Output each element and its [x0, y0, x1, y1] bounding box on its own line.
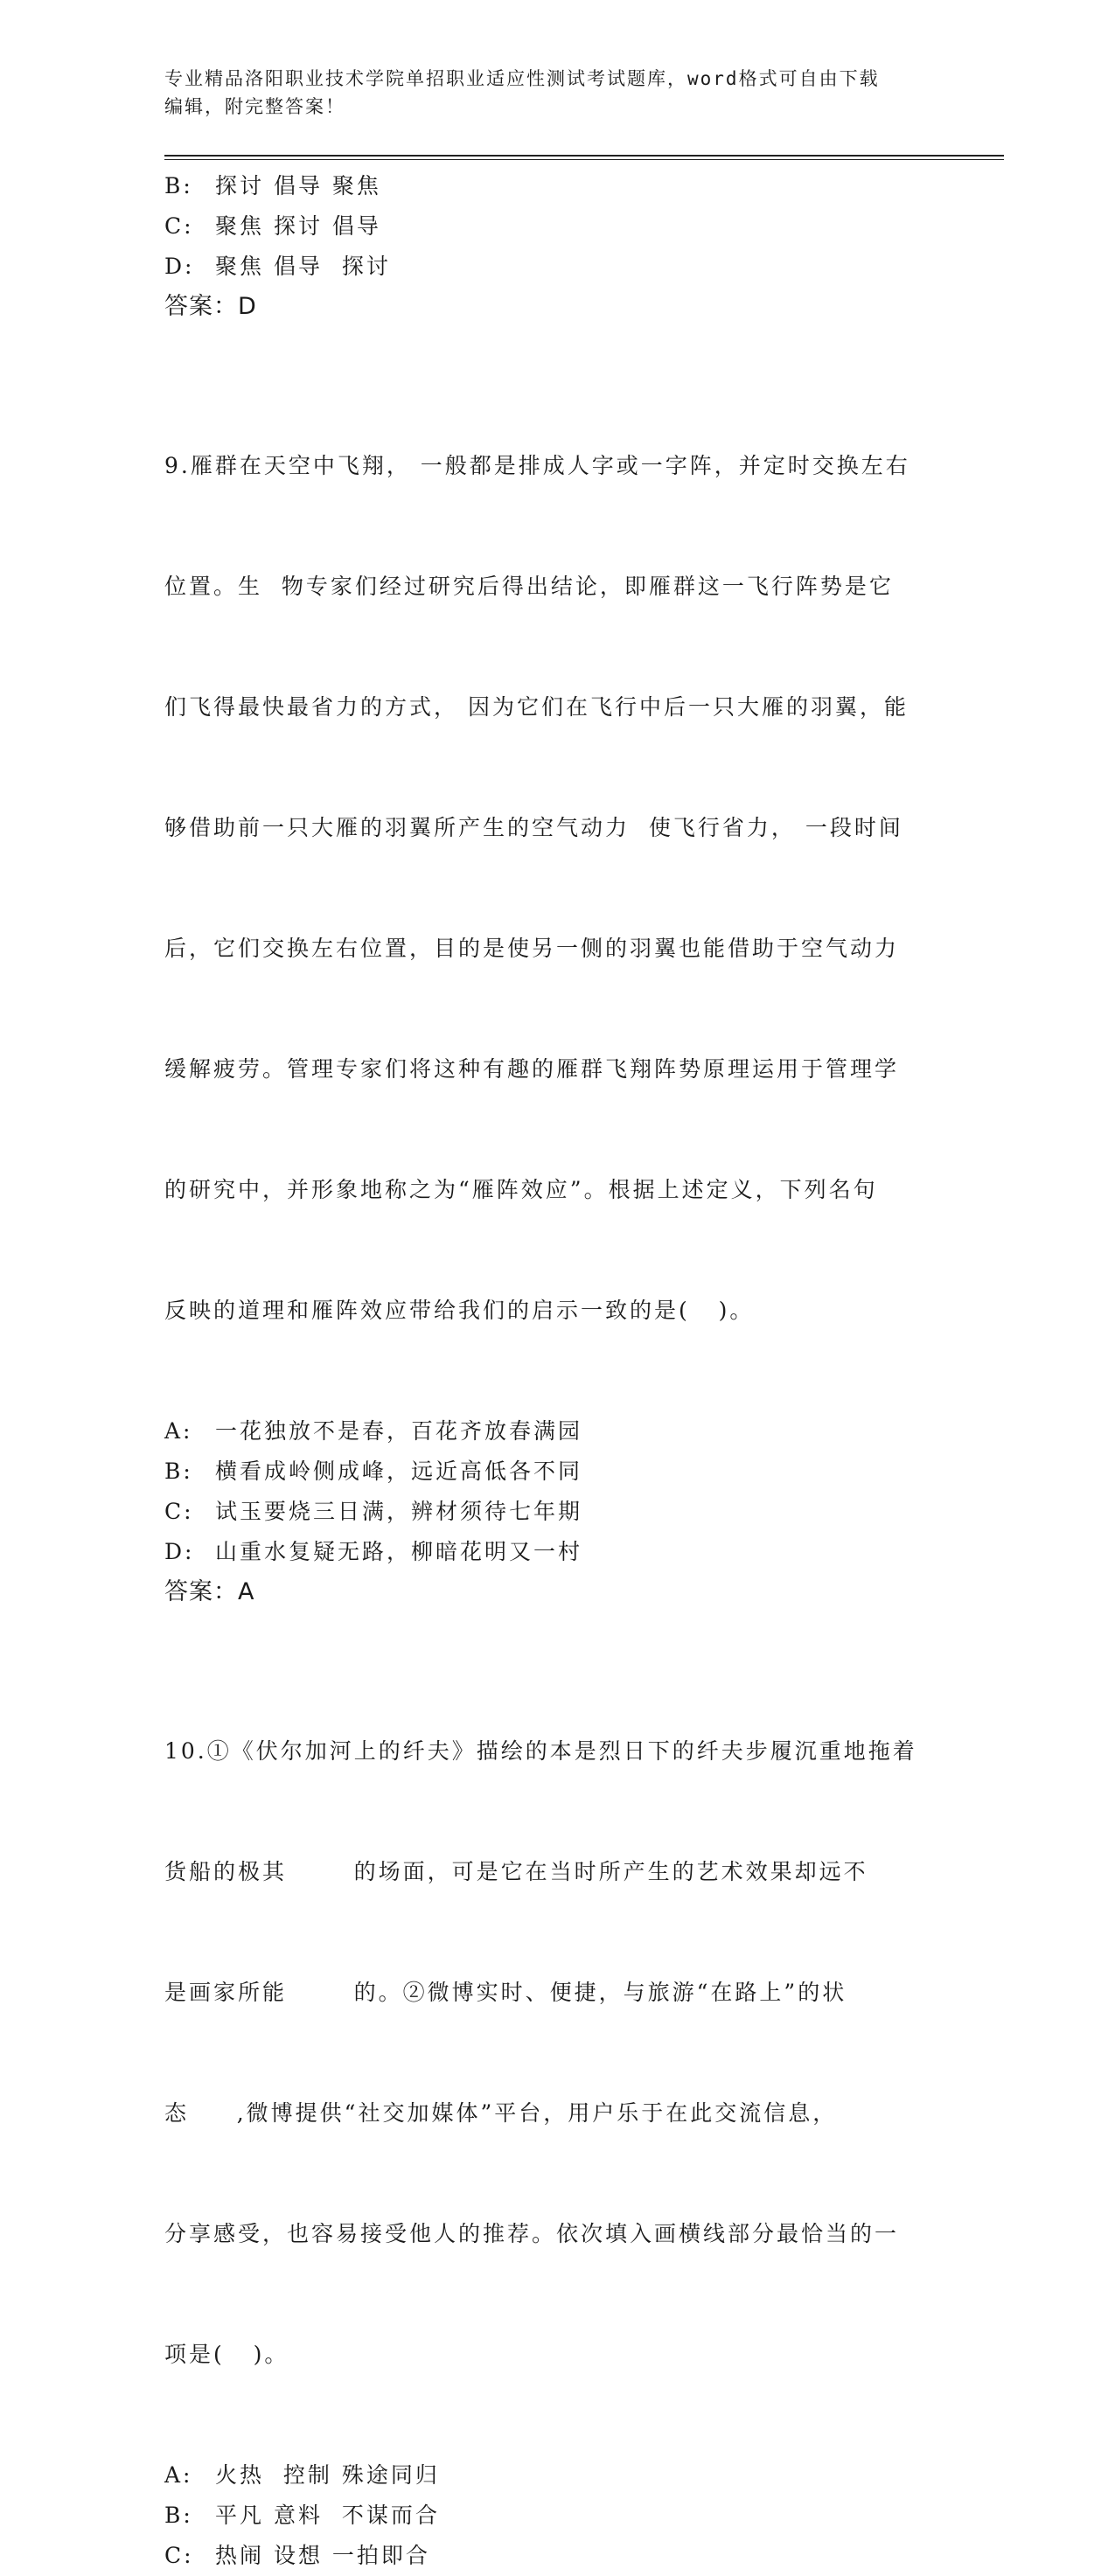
header-line-1: 专业精品洛阳职业技术学院单招职业适应性测试考试题库，word格式可自由下载	[164, 68, 880, 89]
option-text: 山重水复疑无路，柳暗花明又一村	[215, 1539, 583, 1564]
stem-line: 货船的极其 的场面，可是它在当时所产生的艺术效果却远不	[164, 1859, 868, 1884]
stem-line: 后，它们交换左右位置，目的是使另一侧的羽翼也能借助于空气动力	[164, 936, 900, 961]
option-text: 热闹 设想 一拍即合	[215, 2543, 430, 2568]
option-letter: B:	[164, 173, 193, 198]
stem-line: 态 ,微博提供“社交加媒体”平台，用户乐于在此交流信息，	[164, 2100, 838, 2126]
header-rule-thick	[164, 155, 1004, 157]
option-a	[164, 2455, 951, 2496]
stem-line: 够借助前一只大雁的羽翼所产生的空气动力 使飞行省力， 一段时间	[164, 815, 903, 840]
question-10-options	[164, 2455, 951, 2576]
option-c	[164, 1492, 951, 1532]
option-d	[164, 247, 951, 287]
question-9-options	[164, 1411, 951, 1572]
option-text: 平凡 意料 不谋而合	[215, 2503, 440, 2528]
stem-line: 10.①《伏尔加河上的纤夫》描绘的本是烈日下的纤夫步履沉重地拖着	[164, 1738, 917, 1764]
stem-line: 9.雁群在天空中飞翔， 一般都是排成人字或一字阵，并定时交换左右	[164, 453, 910, 478]
option-text: 火热 控制 殊途同归	[215, 2462, 440, 2488]
option-c	[164, 206, 951, 247]
stem-line: 的研究中，并形象地称之为“雁阵效应”。根据上述定义，下列名句	[164, 1177, 878, 1202]
option-letter: A:	[164, 2462, 193, 2488]
header-rule-thin	[164, 159, 1004, 160]
stem-line: 项是( )。	[164, 2342, 289, 2367]
option-text: 试玉要烧三日满，辨材须待七年期	[215, 1499, 583, 1524]
question-10-stem	[164, 1651, 951, 2455]
question-9-answer: 答案：A	[164, 1578, 255, 1605]
option-text: 聚焦 倡导 探讨	[215, 254, 391, 279]
option-letter: D:	[164, 1539, 195, 1564]
spacer	[164, 327, 951, 366]
spacer	[164, 1612, 951, 1651]
question-content	[164, 166, 951, 2576]
option-b	[164, 166, 951, 206]
option-letter: A:	[164, 1418, 193, 1444]
option-text: 横看成岭侧成峰，远近高低各不同	[215, 1459, 583, 1484]
option-letter: C:	[164, 2543, 194, 2568]
option-d	[164, 1532, 951, 1572]
question-9-stem	[164, 366, 951, 1411]
header-line-2: 编辑，附完整答案！	[164, 96, 345, 117]
question-8-answer: 答案：D	[164, 293, 257, 320]
question-8-options	[164, 166, 951, 287]
option-letter: D:	[164, 254, 195, 279]
option-text: 聚焦 探讨 倡导	[215, 213, 381, 239]
option-letter: B:	[164, 2503, 193, 2528]
stem-line: 们飞得最快最省力的方式， 因为它们在飞行中后一只大雁的羽翼，能	[164, 694, 909, 720]
stem-line: 分享感受，也容易接受他人的推荐。依次填入画横线部分最恰当的一	[164, 2221, 900, 2246]
stem-line: 反映的道理和雁阵效应带给我们的启示一致的是( )。	[164, 1298, 755, 1323]
option-text: 一花独放不是春，百花齐放春满园	[215, 1418, 583, 1444]
page-header	[164, 65, 951, 121]
stem-line: 位置。生 物专家们经过研究后得出结论，即雁群这一飞行阵势是它	[164, 574, 894, 599]
option-letter: C:	[164, 1499, 194, 1524]
option-b	[164, 1452, 951, 1492]
stem-line: 缓解疲劳。管理专家们将这种有趣的雁群飞翔阵势原理运用于管理学	[164, 1056, 900, 1082]
option-letter: C:	[164, 213, 194, 239]
option-text: 探讨 倡导 聚焦	[215, 173, 381, 198]
stem-line: 是画家所能 的。②微博实时、便捷，与旅游“在路上”的状	[164, 1980, 847, 2005]
option-b	[164, 2496, 951, 2536]
option-letter: B:	[164, 1459, 193, 1484]
option-a	[164, 1411, 951, 1452]
option-c	[164, 2536, 951, 2576]
